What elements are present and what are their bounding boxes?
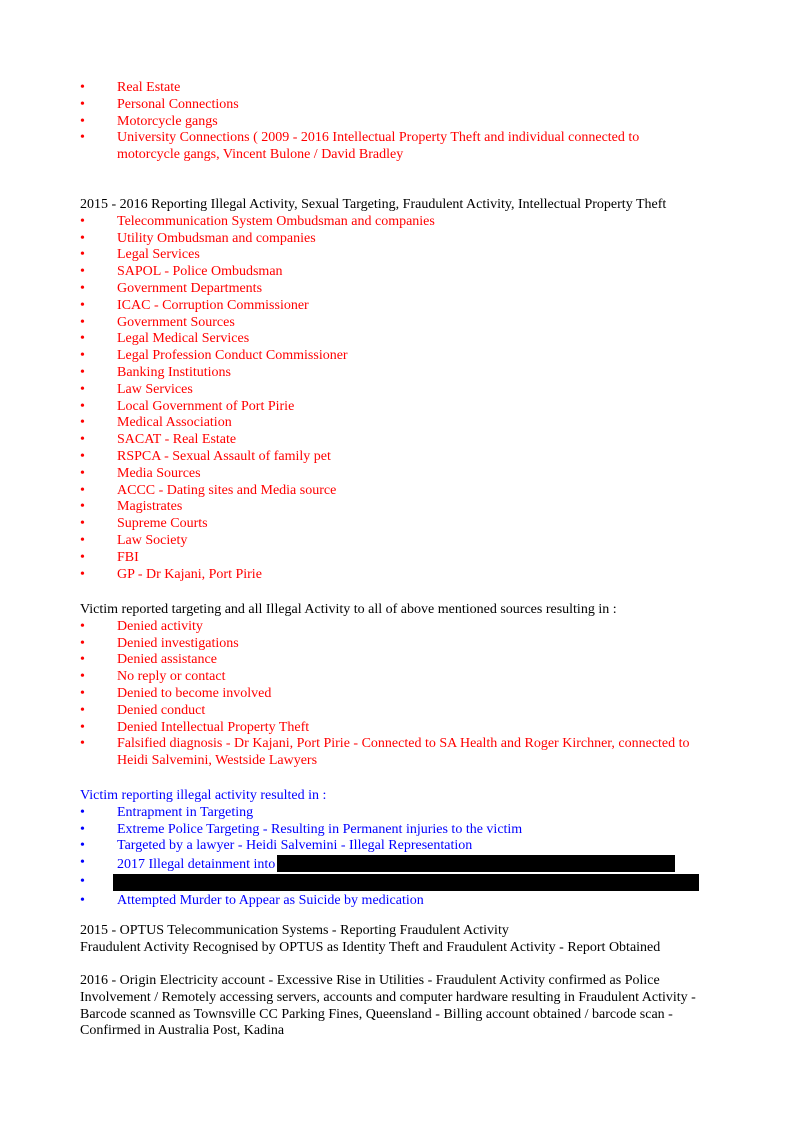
section-reporting-2015-2016 <box>80 197 720 583</box>
bullet-icon: • <box>80 566 85 582</box>
list-item: • Extreme Police Targeting - Resulting in Permanent injuries to the victim <box>80 821 523 837</box>
optus-line-1: 2015 - OPTUS Telecommunication Systems - Reporting Fraudulent Activity <box>80 923 509 938</box>
section-results <box>80 788 720 910</box>
list-item: • Banking Institutions <box>80 364 231 380</box>
bullet-icon: • <box>80 499 85 515</box>
bullet-icon: • <box>80 821 85 837</box>
list-item: • Falsified diagnosis - Dr Kajani, Port Pirie - Connected to SA Health and Roger Kirchner, connected to Heidi Salvemini, Westside Lawyers <box>80 736 690 769</box>
bullet-icon: • <box>80 618 85 634</box>
bullet-icon: • <box>80 549 85 565</box>
bullet-icon: • <box>80 213 85 229</box>
section-optus <box>80 923 740 957</box>
list-item: • Targeted by a lawyer - Heidi Salvemini - Illegal Representation <box>80 838 473 854</box>
section-heading: 2015 - 2016 Reporting Illegal Activity, Sexual Targeting, Fraudulent Activity, Intellectual Property Theft <box>80 197 667 212</box>
list-item: • Local Government of Port Pirie <box>80 398 295 414</box>
section-origin-electricity <box>80 973 700 1040</box>
bullet-icon: • <box>80 96 85 112</box>
bullet-icon: • <box>80 719 85 735</box>
section-heading: Victim reported targeting and all Illegal Activity to all of above mentioned sources resulting in : <box>80 602 617 617</box>
bullet-icon: • <box>80 685 85 701</box>
bullet-icon: • <box>80 669 85 685</box>
bullet-icon: • <box>80 80 85 95</box>
list-item: • Government Departments <box>80 280 263 296</box>
bullet-icon: • <box>80 297 85 313</box>
bullet-icon: • <box>80 348 85 364</box>
bullet-icon: • <box>80 432 85 448</box>
list-item: • Telecommunication System Ombudsman and companies <box>80 213 435 229</box>
outcomes-list <box>80 619 720 770</box>
list-item: • Denied activity <box>80 618 203 634</box>
list-item: • Legal Profession Conduct Commissioner <box>80 348 348 364</box>
bullet-icon: • <box>80 247 85 263</box>
bullet-icon: • <box>80 314 85 330</box>
bullet-icon: • <box>80 280 85 296</box>
list-item: • RSPCA - Sexual Assault of family pet <box>80 448 331 464</box>
bullet-icon: • <box>80 855 85 871</box>
list-item: • No reply or contact <box>80 669 226 685</box>
list-item: • Denied to become involved <box>80 685 272 701</box>
list-item: • SAPOL - Police Ombudsman <box>80 264 283 280</box>
bullet-icon: • <box>80 532 85 548</box>
list-item: • Entrapment in Targeting <box>80 804 254 820</box>
bullet-icon: • <box>80 652 85 668</box>
list-item: • FBI <box>80 549 139 565</box>
list-item: • 2017 Illegal detainment into <box>80 855 720 874</box>
list-item: • Utility Ombudsman and companies <box>80 230 316 246</box>
redaction-block <box>277 855 675 872</box>
bullet-icon: • <box>80 264 85 280</box>
bullet-icon: • <box>80 448 85 464</box>
list-item: • Denied conduct <box>80 702 206 718</box>
list-item: • ICAC - Corruption Commissioner <box>80 297 309 313</box>
list-item: • GP - Dr Kajani, Port Pirie <box>80 566 262 582</box>
bullet-icon: • <box>80 381 85 397</box>
list-item: • Denied Intellectual Property Theft <box>80 719 310 735</box>
list-item: • Law Society <box>80 532 188 548</box>
list-item: • ACCC - Dating sites and Media source <box>80 482 337 498</box>
bullet-icon: • <box>80 331 85 347</box>
bullet-icon: • <box>80 465 85 481</box>
list-item: • Medical Association <box>80 415 232 431</box>
bullet-icon: • <box>80 702 85 718</box>
section-outcomes <box>80 602 720 770</box>
list-item: • Government Sources <box>80 314 235 330</box>
bullet-icon: • <box>80 873 85 889</box>
bullet-icon: • <box>80 482 85 498</box>
bullet-icon: • <box>80 635 85 651</box>
section-connections <box>80 80 720 164</box>
connections-list <box>80 80 720 164</box>
list-item: • Denied assistance <box>80 652 217 668</box>
list-item: • Motorcycle gangs <box>80 113 218 129</box>
list-item: • University Connections ( 2009 - 2016 Intellectual Property Theft and individual connected to motorcycle gangs, Vincent Bulone / David Bradley <box>80 130 640 163</box>
section-heading: Victim reporting illegal activity resulted in : <box>80 788 327 803</box>
list-item: • Legal Medical Services <box>80 331 250 347</box>
origin-paragraph: 2016 - Origin Electricity account - Excessive Rise in Utilities - Fraudulent Activity confirmed as Police Involvement / Remotely accessing servers, accounts and computer hardware resulting in Fraudulent Activity - Barcode scanned as Townsville CC Parking Fines, Queensland - Billing account obtained / barcode scan - Confirmed in Australia Post, Kadina <box>80 973 696 1039</box>
list-item: • SACAT - Real Estate <box>80 432 237 448</box>
results-list <box>80 805 720 910</box>
list-item: • Personal Connections <box>80 96 239 112</box>
list-item: • Attempted Murder to Appear as Suicide by medication <box>80 892 424 908</box>
list-item: • Supreme Courts <box>80 516 208 532</box>
bullet-icon: • <box>80 804 85 820</box>
bullet-icon: • <box>80 415 85 431</box>
list-item <box>80 874 720 893</box>
bullet-icon: • <box>80 892 85 908</box>
list-item: • Legal Services <box>80 247 200 263</box>
bullet-icon: • <box>80 516 85 532</box>
list-item: • Law Services <box>80 381 193 397</box>
bullet-icon: • <box>80 113 85 129</box>
bullet-icon: • <box>80 130 85 146</box>
bullet-icon: • <box>80 230 85 246</box>
list-item: • Real Estate <box>80 80 181 95</box>
optus-line-2: Fraudulent Activity Recognised by OPTUS as Identity Theft and Fraudulent Activity - Report Obtained <box>80 939 661 955</box>
list-item: • Media Sources <box>80 465 201 481</box>
list-item: • Denied investigations <box>80 635 239 651</box>
reported-sources-list <box>80 214 720 584</box>
bullet-icon: • <box>80 398 85 414</box>
bullet-icon: • <box>80 838 85 854</box>
redaction-block <box>113 874 699 891</box>
bullet-icon: • <box>80 736 85 752</box>
list-item: • Magistrates <box>80 499 183 515</box>
bullet-icon: • <box>80 364 85 380</box>
